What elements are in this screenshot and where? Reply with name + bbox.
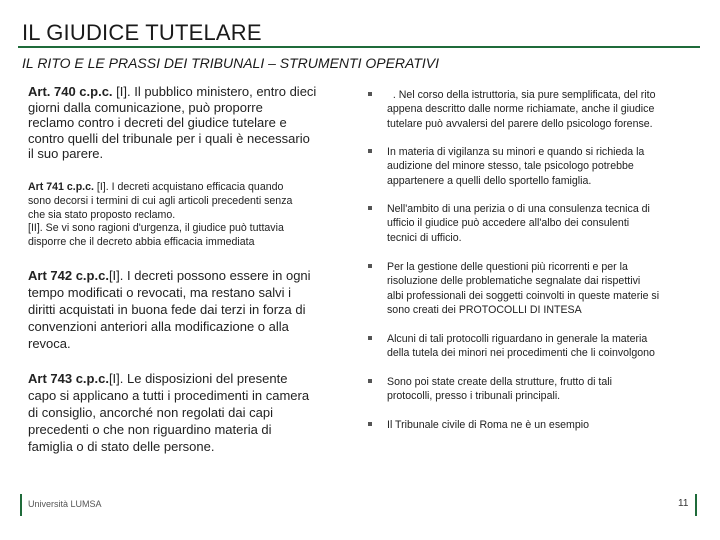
article-label: Art. 740 c.p.c. bbox=[28, 84, 113, 99]
bullet-marker-icon bbox=[368, 264, 372, 268]
bullet-text: Sono poi state create della strutture, frutto di tali protocolli, presso i tribunali principali. bbox=[387, 376, 612, 403]
article-line: tempo modificati o revocati, ma restano salvi i bbox=[28, 285, 291, 300]
article-line: Art 743 c.p.c.[I]. Le disposizioni del presente bbox=[28, 371, 288, 386]
slide-title: IL GIUDICE TUTELARE bbox=[22, 20, 262, 45]
article-line: Art. 740 c.p.c. [I]. Il pubblico ministero, entro dieci bbox=[28, 84, 317, 99]
bullet-item bbox=[368, 375, 698, 404]
bullet-item bbox=[368, 145, 698, 188]
bullet-item bbox=[368, 88, 698, 131]
article-line: Art 742 c.p.c.[I]. I decreti possono essere in ogni bbox=[28, 268, 311, 283]
article-label: Art 743 c.p.c. bbox=[28, 371, 109, 386]
article-741 bbox=[28, 181, 292, 250]
article-line: Art 741 c.p.c. [I]. I decreti acquistano efficacia quando bbox=[28, 181, 284, 193]
slide-subtitle: IL RITO E LE PRASSI DEI TRIBUNALI – STRUMENTI OPERATIVI bbox=[22, 55, 439, 71]
page-number: 11 bbox=[678, 498, 689, 509]
article-line: il suo parere. bbox=[28, 146, 104, 162]
bullet-text: Alcuni di tali protocolli riguardano in generale la materia della tutela dei minori nei procedimenti che li coinvolgono bbox=[387, 333, 655, 360]
article-line: diritti acquistati in buona fede dai terzi in forza di bbox=[28, 302, 306, 317]
article-line: contro quelli del tribunale per i quali è necessario bbox=[28, 130, 310, 146]
bullet-item bbox=[368, 332, 698, 361]
bullet-text: Nell'ambito di una perizia o di una consulenza tecnica di ufficio il giudice può accedere all'albo dei consulenti tecnici di ufficio. bbox=[387, 203, 650, 244]
bullet-item bbox=[368, 418, 698, 432]
article-line: giorni dalla comunicazione, può proporre bbox=[28, 99, 263, 115]
page-accent-bar bbox=[695, 494, 697, 516]
bullet-marker-icon bbox=[368, 92, 372, 96]
bullet-text: Per la gestione delle questioni più ricorrenti e per la risoluzione delle problematiche segnalate dai rispettivi albi professionali dei soggetti coinvolti in queste materie si sono creati dei PROTOCOLLI DI INTESA bbox=[387, 261, 660, 317]
article-740 bbox=[28, 84, 316, 162]
bullet-item bbox=[368, 260, 698, 318]
article-label: Art 741 c.p.c. bbox=[28, 181, 94, 193]
bullet-text: . Nel corso della istruttoria, sia pure semplificata, del rito appena descritto dalle norme richiamate, anche il giudice tutelare può avvalersi del parere dello psicologo forense. bbox=[387, 89, 656, 130]
footer-accent-bar bbox=[20, 494, 22, 516]
bullet-item bbox=[368, 202, 698, 245]
title-divider bbox=[18, 46, 700, 48]
article-line: precedenti o che non riguardino materia di bbox=[28, 422, 272, 437]
article-line: convenzioni anteriori alla modificazione o alla bbox=[28, 319, 289, 334]
footer-institution: Università LUMSA bbox=[28, 499, 102, 509]
article-743 bbox=[28, 370, 309, 455]
bullet-marker-icon bbox=[368, 336, 372, 340]
article-line: revoca. bbox=[28, 336, 71, 351]
bullet-marker-icon bbox=[368, 379, 372, 383]
article-line: di consiglio, ancorché non regolati dai capi bbox=[28, 405, 273, 420]
bullet-marker-icon bbox=[368, 422, 372, 426]
bullet-marker-icon bbox=[368, 206, 372, 210]
article-label: Art 742 c.p.c. bbox=[28, 268, 109, 283]
article-line: che sia stato proposto reclamo. bbox=[28, 208, 176, 221]
article-line: disporre che il decreto abbia efficacia immediata bbox=[28, 236, 255, 249]
bullet-text: In materia di vigilanza su minori e quando si richieda la audizione del minore stesso, tale psicologo potrebbe appartenere a quelli dello sportello famiglia. bbox=[387, 146, 645, 187]
article-line: [II]. Se vi sono ragioni d'urgenza, il giudice può tuttavia bbox=[28, 222, 284, 235]
article-line: sono decorsi i termini di cui agli articoli precedenti senza bbox=[28, 194, 293, 207]
article-line: reclamo contro i decreti del giudice tutelare e bbox=[28, 115, 287, 131]
article-line: capo si applicano a tutti i procedimenti in camera bbox=[28, 388, 310, 403]
article-line: famiglia o di stato delle persone. bbox=[28, 439, 215, 454]
bullet-text: Il Tribunale civile di Roma ne è un esempio bbox=[387, 419, 589, 431]
bullet-marker-icon bbox=[368, 149, 372, 153]
article-742 bbox=[28, 267, 311, 352]
